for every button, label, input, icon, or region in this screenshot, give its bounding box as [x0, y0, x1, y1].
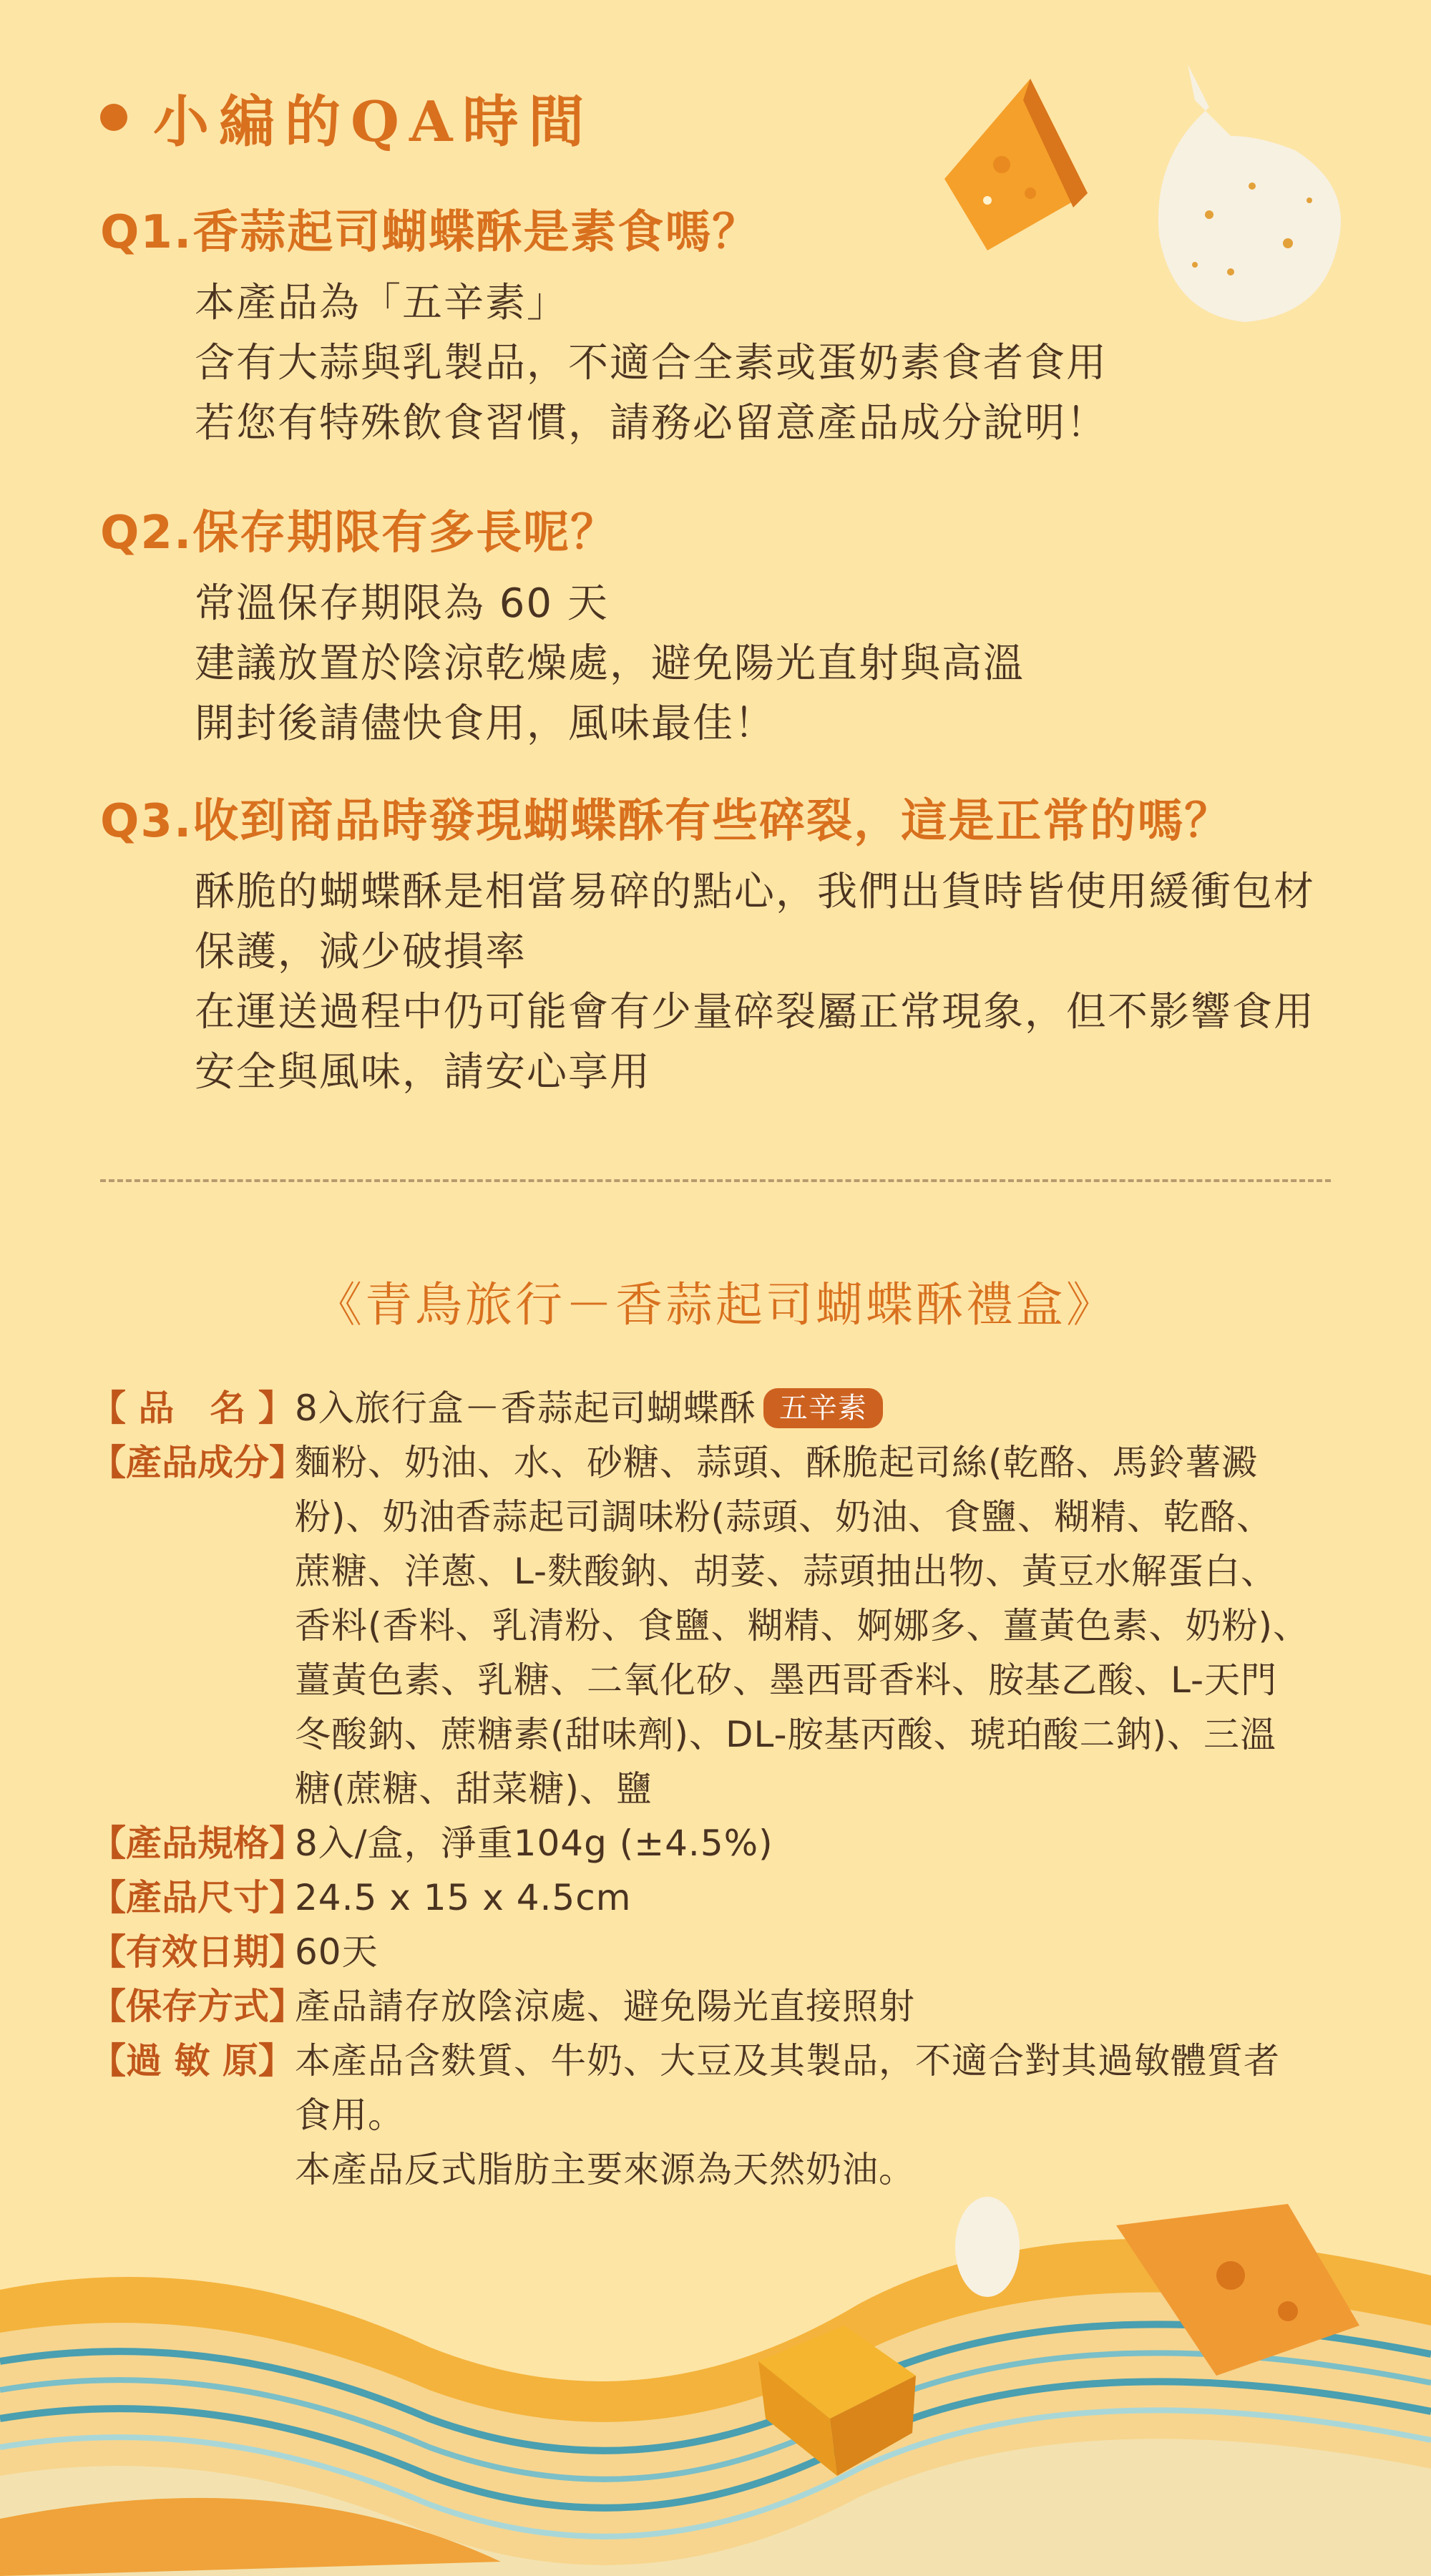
spec-row-expiry	[90, 1925, 1349, 1979]
allergen-line: 本產品反式脂肪主要來源為天然奶油。	[295, 2149, 915, 2190]
allergen-line: 本產品含麩質、牛奶、大豆及其製品，不適合對其過敏體質者	[295, 2040, 1280, 2082]
answer-3-line: 在運送過程中仍可能會有少量碎裂屬正常現象，但不影響食用	[195, 989, 1315, 1035]
qa-title-text: 小編的QA時間	[153, 89, 595, 155]
spec-label: 【 品 名 】	[90, 1387, 294, 1429]
answer-3-line: 酥脆的蝴蝶酥是相當易碎的點心，我們出貨時皆使用緩衝包材	[195, 869, 1315, 915]
qa-item-3	[100, 791, 1359, 1103]
wave-illustration	[0, 2161, 1431, 2576]
ingredients-line: 麵粉、奶油、水、砂糖、蒜頭、酥脆起司絲(乾酪、馬鈴薯澱	[295, 1442, 1259, 1483]
spec-label: 【產品規格】	[90, 1823, 305, 1864]
bullet-dot-icon	[100, 104, 127, 131]
qa-item-2	[100, 502, 1359, 754]
spec-row-ingredients	[90, 1435, 1349, 1816]
ingredients-line: 粉)、奶油香蒜起司調味粉(蒜頭、奶油、食鹽、糊精、乾酪、	[295, 1496, 1274, 1538]
product-title: 《青鳥旅行－香蒜起司蝴蝶酥禮盒》	[315, 1277, 1116, 1332]
answer-1	[195, 273, 1359, 454]
spec-label: 【產品尺寸】	[90, 1877, 305, 1918]
spec-row-size	[90, 1870, 1349, 1925]
question-3: Q3.收到商品時發現蝴蝶酥有些碎裂，這是正常的嗎？	[100, 795, 1232, 848]
spec-row-name	[90, 1381, 1349, 1435]
five-pungent-vegetarian-badge: 五辛素	[763, 1388, 883, 1428]
ingredients-line: 糖(蔗糖、甜菜糖)、鹽	[295, 1768, 653, 1810]
spec-label: 【有效日期】	[90, 1931, 305, 1973]
ingredients-line: 香料(香料、乳清粉、食鹽、糊精、婀娜多、薑黃色素、奶粉)、	[295, 1605, 1310, 1646]
qa-section-title	[100, 77, 594, 157]
spec-value: 24.5 x 15 x 4.5cm	[295, 1877, 632, 1918]
spec-label: 【產品成分】	[90, 1442, 305, 1483]
ingredients-line: 薑黃色素、乳糖、二氧化矽、墨西哥香料、胺基乙酸、L-天門	[295, 1659, 1278, 1701]
question-1: Q1.香蒜起司蝴蝶酥是素食嗎？	[100, 206, 760, 259]
allergen-line: 食用。	[295, 2094, 404, 2136]
answer-3-line: 安全與風味，請安心享用	[195, 1049, 651, 1096]
answer-1-line: 本產品為「五辛素」	[195, 280, 568, 326]
answer-2-line: 常溫保存期限為 60 天	[195, 580, 609, 627]
product-specs	[90, 1381, 1349, 2197]
dashed-divider	[100, 1179, 1331, 1182]
spec-label: 【保存方式】	[90, 1986, 305, 2027]
product-name: 8入旅行盒－香蒜起司蝴蝶酥	[295, 1387, 756, 1429]
answer-1-line: 若您有特殊飲食習慣，請務必留意產品成分說明！	[195, 400, 1108, 447]
spec-label: 【過 敏 原】	[90, 2040, 294, 2082]
spec-row-spec	[90, 1816, 1349, 1870]
spec-row-storage	[90, 1979, 1349, 2034]
answer-2-line: 建議放置於陰涼乾燥處，避免陽光直射與高溫	[195, 640, 1025, 687]
spec-value: 60天	[295, 1931, 378, 1973]
answer-3	[195, 862, 1359, 1103]
answer-1-line: 含有大蒜與乳製品，不適合全素或蛋奶素食者食用	[195, 340, 1108, 386]
question-2: Q2.保存期限有多長呢？	[100, 507, 618, 560]
ingredients-line: 蔗糖、洋蔥、L-麩酸鈉、胡荽、蒜頭抽出物、黃豆水解蛋白、	[295, 1551, 1278, 1592]
answer-3-line: 保護，減少破損率	[195, 929, 527, 975]
spec-value	[295, 1381, 1349, 1435]
answer-2-line: 開封後請儘快食用，風味最佳！	[195, 701, 776, 747]
spec-value: 8入/盒，淨重104g (±4.5%)	[295, 1823, 773, 1864]
ingredients-text	[295, 1435, 1349, 1816]
garlic-clove-illustration	[955, 2197, 1020, 2297]
answer-2	[195, 574, 1359, 754]
spec-value: 產品請存放陰涼處、避免陽光直接照射	[295, 1986, 915, 2027]
qa-item-1	[100, 202, 1359, 454]
ingredients-line: 冬酸鈉、蔗糖素(甜味劑)、DL-胺基丙酸、琥珀酸二鈉)、三溫	[295, 1714, 1277, 1755]
